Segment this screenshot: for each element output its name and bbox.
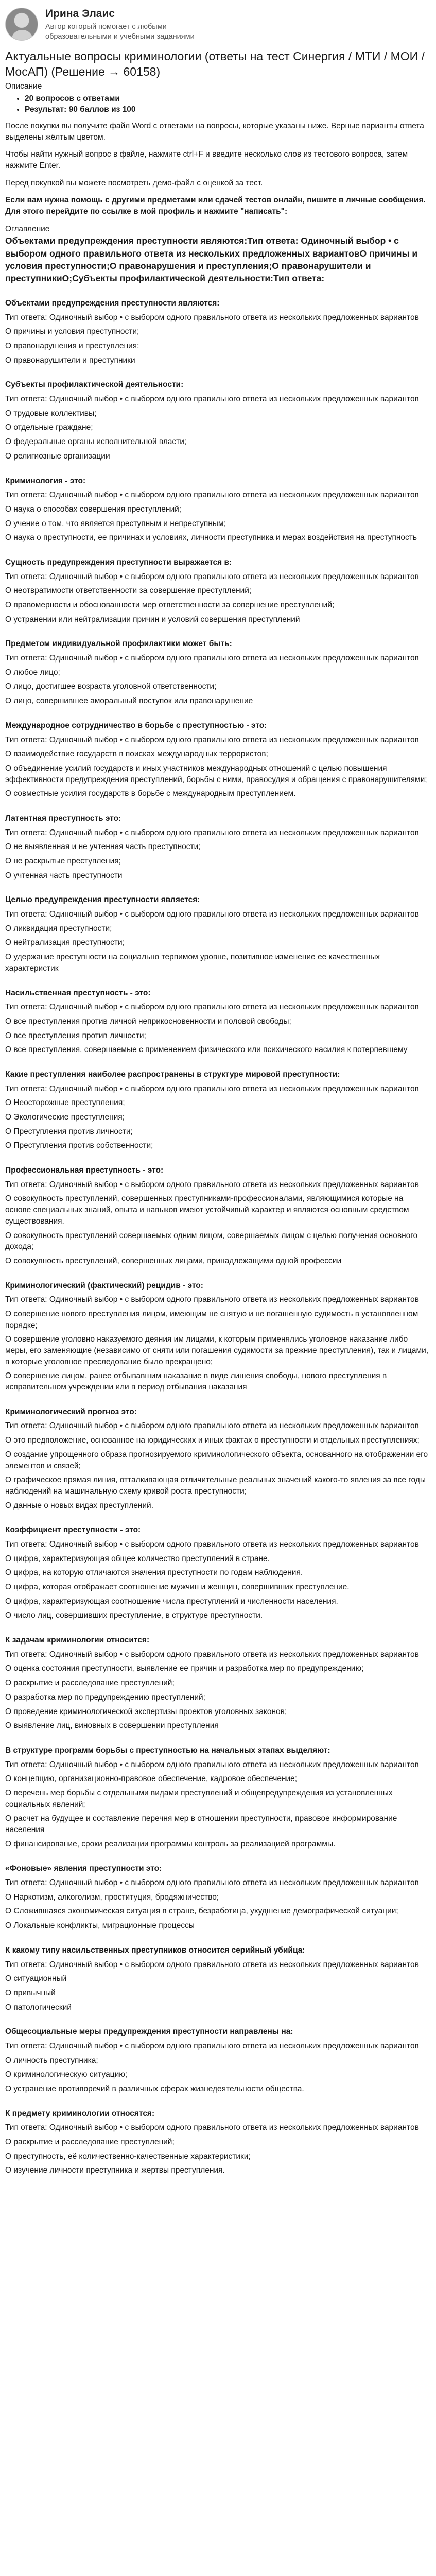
answer-option: О все преступления против личности;	[5, 1031, 146, 1040]
answer-option: О правонарушители и преступники	[5, 355, 135, 365]
answer-type: Тип ответа: Одиночный выбор • с выбором одного правильного ответа из нескольких предложенных вариантов	[5, 1180, 419, 1189]
question-block	[5, 557, 431, 625]
answer-option: О совершение нового преступления лицом, имеющим не снятую и не погашенную судимость в установленном порядке;	[5, 1309, 418, 1330]
question-title: Предметом индивидуальной профилактики может быть:	[5, 639, 232, 649]
author-description: Автор который помогает с любыми образовательными и учебными заданиями	[45, 23, 195, 41]
question-title: Криминологический (фактический) рецидив - это:	[5, 1281, 203, 1290]
intro-paragraph: Перед покупкой вы можете посмотреть демо-файл с оценкой за тест.	[5, 178, 263, 188]
question-block	[5, 638, 431, 706]
answer-option: О устранение противоречий в различных сферах жизнедеятельности общества.	[5, 2084, 304, 2094]
answer-option: О преступность, её количественно-качественные характеристики;	[5, 2151, 251, 2161]
question-block	[5, 379, 431, 462]
question-block	[5, 1165, 431, 1267]
answer-option: О финансирование, сроки реализации программы контроль за реализацией программы.	[5, 1839, 336, 1849]
meta-item: • 20 вопросов с ответами	[25, 93, 431, 105]
answer-option: О Локальные конфликты, миграционные процессы	[5, 1921, 195, 1930]
answer-option: О удержание преступности на социально терпимом уровне, позитивное изменение ее качественных характеристик	[5, 953, 380, 973]
meta-item: • Результат: 90 баллов из 100	[25, 104, 431, 115]
answer-option: О наука о преступности, ее причинах и условиях, личности преступника и мерах воздействия на преступность	[5, 533, 417, 543]
answer-option: О раскрытие и расследование преступлений;	[5, 1679, 175, 1688]
answer-option: О не раскрытые преступления;	[5, 857, 121, 866]
answer-option: О совершение уголовно наказуемого деяния им лицами, к которым применялись уголовное наказание либо меры, его заменяющие (независимо от сняти или погашения судимости за прежние преступления), так и лицами, в которые уголовное преследование было прекращено;	[5, 1335, 429, 1366]
answer-option: О данные о новых видах преступлений.	[5, 1501, 154, 1510]
question-title: Латентная преступность это:	[5, 814, 121, 823]
answer-option: О устранении или нейтрализации причин и условий совершения преступлений	[5, 615, 300, 624]
question-block	[5, 894, 431, 974]
avatar[interactable]	[5, 8, 38, 41]
answer-option: О трудовые коллективы;	[5, 409, 97, 418]
answer-type: Тип ответа: Одиночный выбор • с выбором одного правильного ответа из нескольких предложенных вариантов	[5, 572, 419, 581]
author-info	[45, 6, 220, 42]
question-title: Какие преступления наиболее распространены в структуре мировой преступности:	[5, 1070, 340, 1079]
intro	[5, 121, 431, 217]
answer-option: О оценка состояния преступности, выявление ее причин и разработка мер по предупреждению;	[5, 1664, 364, 1673]
answer-option: О патологический	[5, 2003, 72, 2012]
answer-option: О объединение усилий государств и иных участников международных отношений с целью повышения эффективности предупреждения преступлений, борьбы с ними, правосудия и обращения с правонарушителями;	[5, 764, 427, 784]
question-title: Криминологический прогноз это:	[5, 1407, 137, 1416]
answer-type: Тип ответа: Одиночный выбор • с выбором одного правильного ответа из нескольких предложенных вариантов	[5, 1960, 419, 1969]
question-block	[5, 1280, 431, 1393]
answer-type: Тип ответа: Одиночный выбор • с выбором одного правильного ответа из нескольких предложенных вариантов	[5, 313, 419, 322]
question-title: Криминология - это:	[5, 476, 86, 485]
answer-type: Тип ответа: Одиночный выбор • с выбором одного правильного ответа из нескольких предложенных вариантов	[5, 1878, 419, 1888]
question-block	[5, 2108, 431, 2176]
question-block	[5, 476, 431, 544]
answer-option: О неотвратимости ответственности за совершение преступлений;	[5, 586, 252, 596]
question-block	[5, 720, 431, 800]
answer-option: О графическое прямая линия, отталкивающая отличительные реальных значений какого-то явления за все годы наблюдений на машинальную схему кривой роста преступности;	[5, 1476, 426, 1496]
meta-list	[5, 93, 431, 115]
answer-type: Тип ответа: Одиночный выбор • с выбором одного правильного ответа из нескольких предложенных вариантов	[5, 1539, 419, 1549]
answer-type: Тип ответа: Одиночный выбор • с выбором одного правильного ответа из нескольких предложенных вариантов	[5, 490, 419, 500]
answer-option: О совокупность преступлений, совершенных преступниками-профессионалами, являющимися которые на основе специальных знаний, опыта и навыков имеют устойчивый характер и являются основным средством существования.	[5, 1194, 409, 1226]
answer-option: О причины и условия преступности;	[5, 327, 139, 336]
answer-option: О Наркотизм, алкоголизм, проституция, бродяжничество;	[5, 1892, 219, 1902]
answer-option: О это предположение, основанное на юридических и иных фактах о преступности и отдельных преступлениях;	[5, 1436, 420, 1445]
intro-paragraph: После покупки вы получите файл Word с ответами на вопросы, которые указаны ниже. Верные варианты ответа выделены жёлтым цветом.	[5, 121, 424, 142]
question-block	[5, 1863, 431, 1931]
answer-option: О взаимодействие государств в поисках международных террористов;	[5, 750, 268, 759]
answer-option: О совместные усилия государств в борьбе с международным преступлением.	[5, 789, 296, 799]
answer-option: О выявление лиц, виновных в совершении преступления	[5, 1721, 219, 1731]
author-block	[5, 6, 431, 42]
answer-type: Тип ответа: Одиночный выбор • с выбором одного правильного ответа из нескольких предложенных вариантов	[5, 1760, 419, 1769]
contents-label: Оглавление	[5, 224, 50, 233]
answer-option: О цифра, характеризующая соотношение числа преступлений и численности населения.	[5, 1597, 338, 1606]
answer-option: О лицо, достигшее возраста уголовной ответственности;	[5, 682, 217, 691]
answer-option: О проведение криминологической экспертизы проектов уголовных законов;	[5, 1707, 287, 1716]
question-block	[5, 298, 431, 366]
question-block	[5, 1635, 431, 1732]
answer-option: О любое лицо;	[5, 668, 60, 677]
answer-type: Тип ответа: Одиночный выбор • с выбором одного правильного ответа из нескольких предложенных вариантов	[5, 1084, 419, 1093]
answer-option: О личность преступника;	[5, 2056, 98, 2065]
answer-option: О учение о том, что является преступным и непреступным;	[5, 519, 226, 528]
question-title: К предмету криминологии относятся:	[5, 2109, 155, 2118]
intro-paragraph: Чтобы найти нужный вопрос в файле, нажмите ctrl+F и введите несколько слов из тестового вопроса, затем нажмите Enter.	[5, 150, 408, 170]
answer-option: О нейтрализация преступности;	[5, 938, 125, 947]
answer-option: О учтенная часть преступности	[5, 871, 123, 880]
answer-type: Тип ответа: Одиночный выбор • с выбором одного правильного ответа из нескольких предложенных вариантов	[5, 1295, 419, 1304]
page-title: Актуальные вопросы криминологии (ответы на тест Синергия / МТИ / МОИ / МосАП) (Решение → 60158)	[5, 49, 425, 78]
question-block	[5, 813, 431, 881]
answer-option: О разработка мер по предупреждению преступлений;	[5, 1692, 205, 1702]
answer-option: О цифра, которая отображает соотношение мужчин и женщин, совершивших преступление.	[5, 1583, 350, 1592]
question-block	[5, 1069, 431, 1151]
answer-option: О Неосторожные преступления;	[5, 1098, 125, 1108]
answer-option: О отдельные граждане;	[5, 423, 93, 432]
answer-type: Тип ответа: Одиночный выбор • с выбором одного правильного ответа из нескольких предложенных вариантов	[5, 2041, 419, 2050]
answer-option: О лицо, совершившее аморальный поступок или правонарушение	[5, 697, 253, 706]
answer-type: Тип ответа: Одиночный выбор • с выбором одного правильного ответа из нескольких предложенных вариантов	[5, 654, 419, 663]
question-block	[5, 1945, 431, 2013]
answer-option: О цифра, характеризующая общее количество преступлений в стране.	[5, 1554, 270, 1563]
answer-type: Тип ответа: Одиночный выбор • с выбором одного правильного ответа из нескольких предложенных вариантов	[5, 1650, 419, 1659]
question-block	[5, 1745, 431, 1850]
answer-option: О расчет на будущее и составление перечня мер в отношении преступности, правовое информирование населения	[5, 1814, 397, 1835]
answer-option: О не выявленная и не учтенная часть преступности;	[5, 842, 201, 852]
answer-option: О изучение личности преступника и жертвы преступления.	[5, 2166, 225, 2175]
answer-option: О совершение лицом, ранее отбывавшим наказание в виде лишения свободы, нового преступления в исправительном учреждении или в период отбывания наказания	[5, 1371, 387, 1392]
question-block	[5, 2026, 431, 2094]
answer-option: О федеральные органы исполнительной власти;	[5, 437, 187, 447]
answer-option: О создание упрощенного образа прогнозируемого криминологического объекта, основанного на отображении его элементов и связей;	[5, 1450, 428, 1470]
answer-option: О Сложившаяся экономическая ситуация в стране, безработица, ухудшение демографической ситуации;	[5, 1907, 398, 1916]
question-block	[5, 1406, 431, 1512]
answer-type: Тип ответа: Одиночный выбор • с выбором одного правильного ответа из нескольких предложенных вариантов	[5, 2123, 419, 2132]
answer-option: О все преступления против личной неприкосновенности и половой свободы;	[5, 1016, 291, 1026]
intro-paragraph: Если вам нужна помощь с другими предметами или сдачей тестов онлайн, пишите в личные сообщения. Для этого перейдите по ссылке в мой профиль и нажмите "написать":	[5, 196, 426, 216]
question-title: Объектами предупреждения преступности являются:Тип ответа: Одиночный выбор • с выбором одного правильного ответа из нескольких предложенных вариантовО причины и условия преступности;О правонарушения и преступления;О правонарушители и преступникиО;Субъекты профилактической деятельности:Тип ответа:	[5, 235, 418, 283]
answer-option: О правомерности и обоснованности мер ответственности за совершение преступлений;	[5, 601, 335, 610]
question-block	[5, 1524, 431, 1621]
answer-type: Тип ответа: Одиночный выбор • с выбором одного правильного ответа из нескольких предложенных вариантов	[5, 1003, 419, 1012]
answer-type: Тип ответа: Одиночный выбор • с выбором одного правильного ответа из нескольких предложенных вариантов	[5, 910, 419, 919]
question-title: Коэффициент преступности - это:	[5, 1526, 141, 1535]
question-block	[5, 234, 431, 284]
answer-option: О совокупность преступлений, совершенных лицами, принадлежащими одной профессии	[5, 1256, 342, 1265]
answer-option: О Преступления против личности;	[5, 1127, 133, 1136]
question-list	[5, 234, 431, 2176]
answer-type: Тип ответа: Одиночный выбор • с выбором одного правильного ответа из нескольких предложенных вариантов	[5, 395, 419, 404]
question-title: «Фоновые» явления преступности это:	[5, 1864, 162, 1873]
question-title: Общесоциальные меры предупреждения преступности направлены на:	[5, 2027, 293, 2037]
answer-type: Тип ответа: Одиночный выбор • с выбором одного правильного ответа из нескольких предложенных вариантов	[5, 735, 419, 744]
answer-type: Тип ответа: Одиночный выбор • с выбором одного правильного ответа из нескольких предложенных вариантов	[5, 828, 419, 837]
answer-option: О ликвидация преступности;	[5, 924, 112, 933]
answer-option: О концепцию, организационно-правовое обеспечение, кадровое обеспечение;	[5, 1774, 298, 1784]
answer-option: О Преступления против собственности;	[5, 1141, 153, 1150]
question-title: Сущность предупреждения преступности выражается в:	[5, 557, 232, 567]
description-label: Описание	[5, 81, 42, 91]
answer-option: О раскрытие и расследование преступлений;	[5, 2138, 175, 2147]
answer-option: О привычный	[5, 1988, 56, 1997]
answer-option: О религиозные организации	[5, 451, 110, 461]
question-title: К задачам криминологии относится:	[5, 1636, 150, 1645]
author-name[interactable]: Ирина Элаис	[45, 8, 115, 20]
answer-option: О перечень мер борьбы с отдельными видами преступлений и общепредупреждения из установленных социальных явлений;	[5, 1788, 393, 1809]
answer-option: О число лиц, совершивших преступление, в структуре преступности.	[5, 1611, 263, 1620]
question-title: Целью предупреждения преступности является:	[5, 895, 200, 905]
answer-option: О правонарушения и преступления;	[5, 342, 139, 351]
question-block	[5, 988, 431, 1056]
question-title: Международное сотрудничество в борьбе с преступностью - это:	[5, 721, 267, 730]
question-title: К какому типу насильственных преступников относится серийный убийца:	[5, 1945, 305, 1955]
question-title: Объектами предупреждения преступности являются:	[5, 298, 220, 308]
answer-option: О криминологическую ситуацию;	[5, 2070, 128, 2079]
answer-option: О совокупность преступлений совершаемых одним лицом, совершаемых лицом с целью получения основного дохода;	[5, 1231, 418, 1251]
answer-option: О цифра, на которую отличаются значения преступности по годам наблюдения.	[5, 1568, 303, 1578]
answer-option: О Экологические преступления;	[5, 1113, 125, 1122]
answer-option: О все преступления, совершаемые с применением физического или психического насилия к потерпевшему	[5, 1045, 408, 1055]
answer-option: О ситуационный	[5, 1974, 67, 1984]
question-title: Профессиональная преступность - это:	[5, 1166, 164, 1175]
question-title: В структуре программ борьбы с преступностью на начальных этапах выделяют:	[5, 1745, 330, 1755]
answer-option: О наука о способах совершения преступлений;	[5, 504, 182, 514]
question-title: Насильственная преступность - это:	[5, 988, 151, 997]
answer-type: Тип ответа: Одиночный выбор • с выбором одного правильного ответа из нескольких предложенных вариантов	[5, 1421, 419, 1431]
question-title: Субъекты профилактической деятельности:	[5, 380, 184, 389]
